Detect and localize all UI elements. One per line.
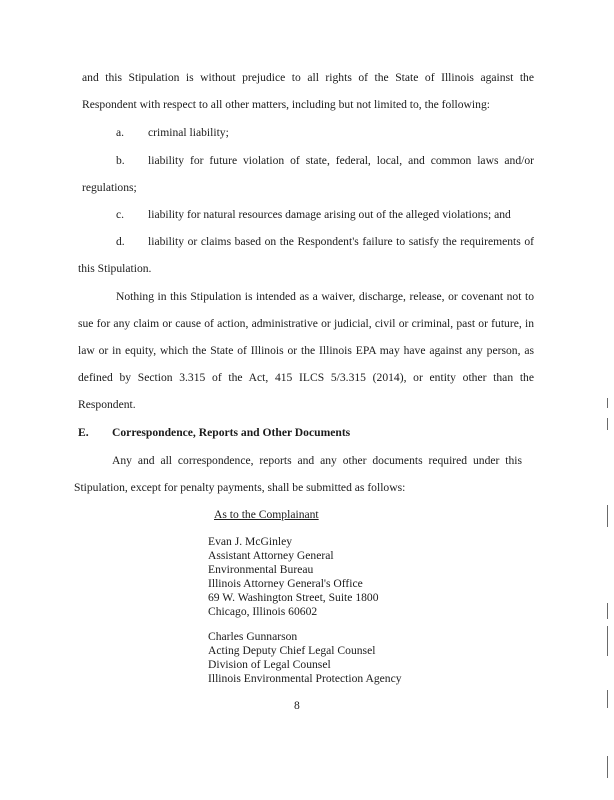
- list-item-text: liability for natural resources damage arising out of the alleged violations; and: [148, 208, 511, 221]
- recipient-heading: As to the Complainant: [214, 508, 319, 521]
- address-office: Illinois Environmental Protection Agency: [208, 672, 402, 685]
- list-item-text: liability or claims based on the Respondent's failure to satisfy the requirements of: [148, 235, 534, 248]
- paragraph-line: defined by Section 3.315 of the Act, 415 ILCS 5/3.315 (2014), or entity other than the: [78, 371, 534, 384]
- paragraph-line: sue for any claim or cause of action, administrative or judicial, civil or criminal, past or future, in: [78, 317, 534, 330]
- scan-mark: [607, 626, 608, 656]
- list-item-letter: a.: [116, 126, 125, 139]
- section-title: Correspondence, Reports and Other Documents: [112, 426, 351, 439]
- scan-mark: [607, 398, 608, 408]
- page-number: 8: [294, 699, 300, 712]
- paragraph-line: Any and all correspondence, reports and any other documents required under this: [112, 454, 522, 467]
- scan-mark: [607, 756, 608, 778]
- paragraph-line: Nothing in this Stipulation is intended as a waiver, discharge, release, or covenant not to: [116, 290, 534, 303]
- address-name: Evan J. McGinley: [208, 535, 293, 548]
- scan-mark: [607, 505, 608, 527]
- list-item-continuation: regulations;: [82, 181, 137, 194]
- address-title: Acting Deputy Chief Legal Counsel: [208, 644, 376, 657]
- list-item-text: liability for future violation of state, federal, local, and common laws and/or: [148, 154, 534, 167]
- paragraph-line: law or in equity, which the State of Illinois or the Illinois EPA may have against any person, as: [78, 344, 534, 357]
- paragraph-line: and this Stipulation is without prejudice to all rights of the State of Illinois against the: [82, 71, 534, 84]
- list-item-continuation: this Stipulation.: [78, 262, 152, 275]
- scan-mark: [607, 603, 608, 619]
- list-item-letter: b.: [116, 154, 125, 167]
- list-item-letter: d.: [116, 235, 125, 248]
- scan-mark: [607, 418, 608, 430]
- address-city: Chicago, Illinois 60602: [208, 605, 318, 618]
- list-item-text: criminal liability;: [148, 126, 229, 139]
- paragraph-line: Respondent.: [78, 398, 136, 411]
- address-office: Illinois Attorney General's Office: [208, 577, 363, 590]
- address-street: 69 W. Washington Street, Suite 1800: [208, 591, 379, 604]
- section-letter: E.: [78, 426, 89, 439]
- paragraph-line: Respondent with respect to all other matters, including but not limited to, the following:: [82, 98, 490, 111]
- scan-mark: [607, 690, 608, 708]
- address-name: Charles Gunnarson: [208, 630, 298, 643]
- address-unit: Environmental Bureau: [208, 563, 314, 576]
- list-item-letter: c.: [116, 208, 125, 221]
- address-unit: Division of Legal Counsel: [208, 658, 331, 671]
- address-title: Assistant Attorney General: [208, 549, 334, 562]
- paragraph-line: Stipulation, except for penalty payments, shall be submitted as follows:: [74, 481, 406, 494]
